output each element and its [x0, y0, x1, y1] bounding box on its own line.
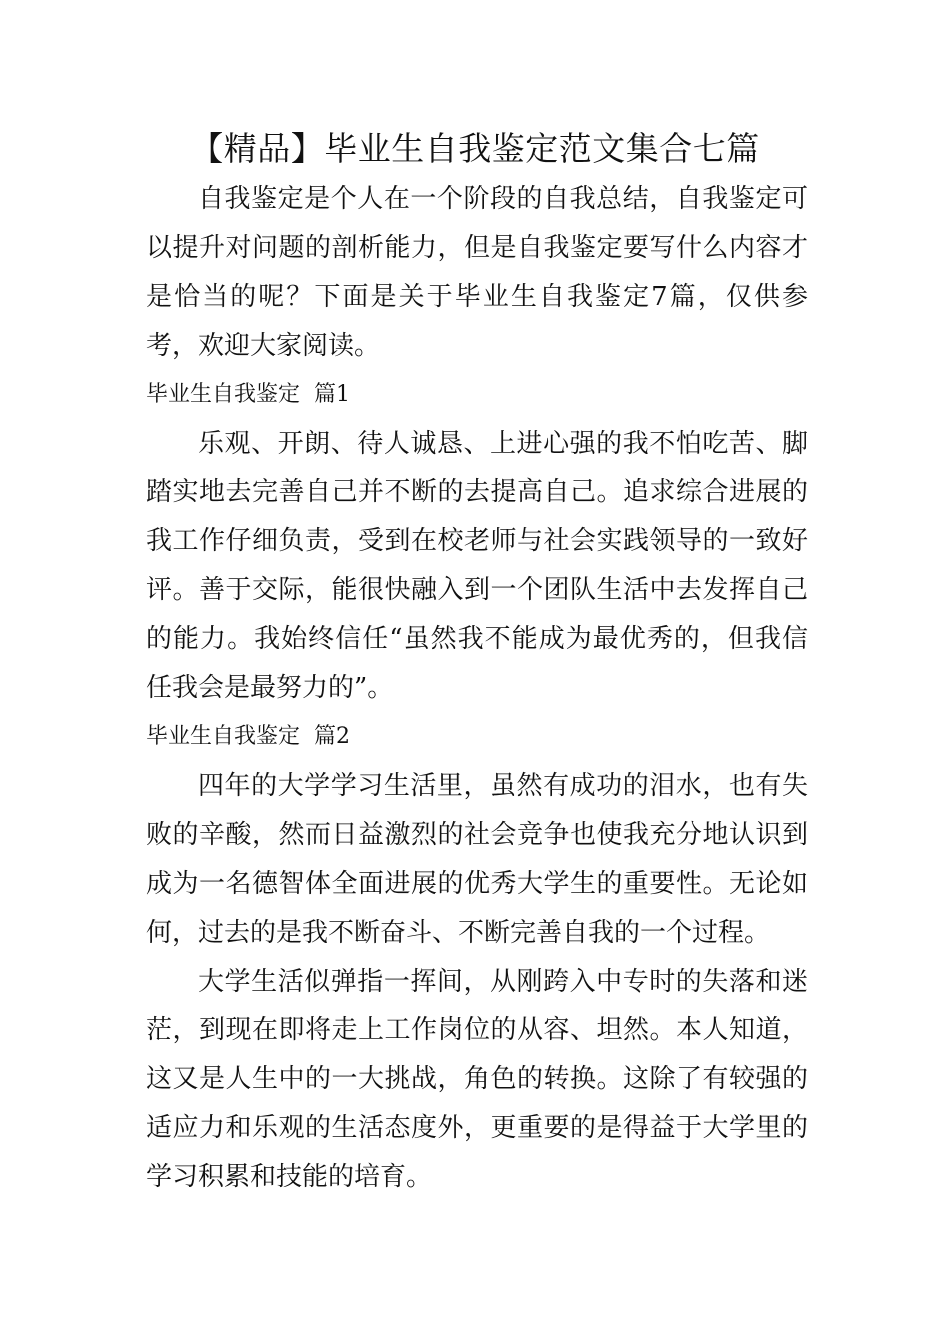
section-2-paragraph-2: 大学生活似弹指一挥间，从刚跨入中专时的失落和迷茫，到现在即将走上工作岗位的从容、坦然。本人知道，这又是人生中的一大挑战，角色的转换。这除了有较强的适应力和乐观的生活态度外，更重要的是得益于大学里的学习积累和技能的培育。	[146, 966, 808, 1193]
section-heading-2: 毕业生自我鉴定 篇2	[146, 723, 350, 749]
document-title: 【精品】毕业生自我鉴定范文集合七篇	[190, 129, 760, 168]
section-1-paragraph-1: 乐观、开朗、待人诚恳、上进心强的我不怕吃苦、脚踏实地去完善自己并不断的去提高自己。追求综合进展的我工作仔细负责，受到在校老师与社会实践领导的一致好评。善于交际，能很快融入到一个团队生活中去发挥自己的能力。我始终信任“虽然我不能成为最优秀的，但我信任我会是最努力的”。	[146, 428, 808, 704]
section-heading-1: 毕业生自我鉴定 篇1	[146, 381, 350, 407]
intro-paragraph: 自我鉴定是个人在一个阶段的自我总结，自我鉴定可以提升对问题的剖析能力，但是自我鉴定要写什么内容才是恰当的呢？下面是关于毕业生自我鉴定7篇，仅供参考，欢迎大家阅读。	[146, 184, 808, 361]
document-body	[146, 175, 808, 1202]
section-2-paragraph-1: 四年的大学学习生活里，虽然有成功的泪水，也有失败的辛酸，然而日益激烈的社会竞争也使我充分地认识到成为一名德智体全面进展的优秀大学生的重要性。无论如何，过去的是我不断奋斗、不断完善自我的一个过程。	[146, 770, 808, 948]
